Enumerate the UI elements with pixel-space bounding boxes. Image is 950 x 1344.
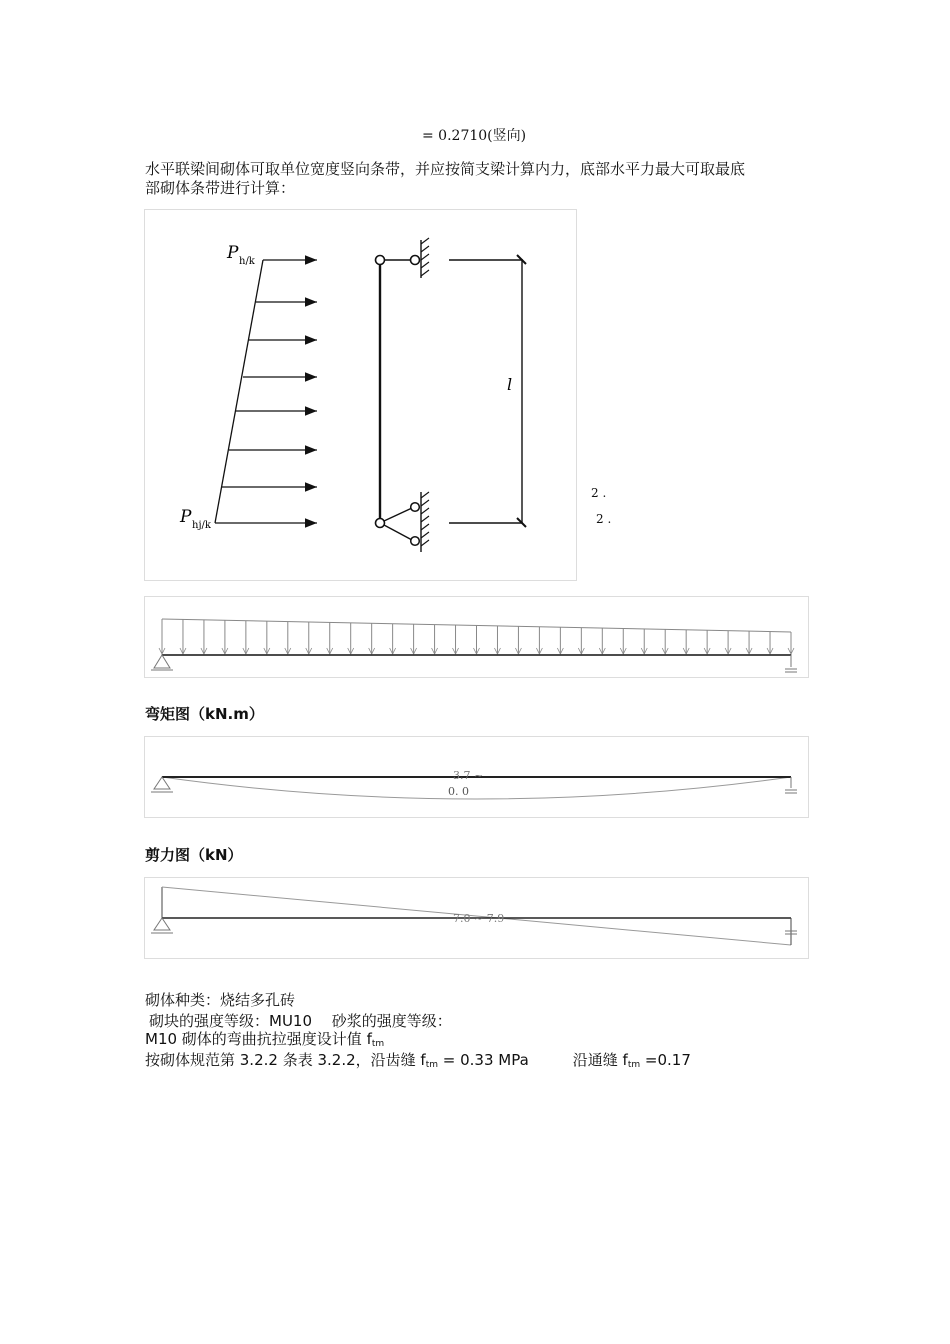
ftm-through-value: =0.17 — [640, 1051, 691, 1069]
side-note-1: 2 . — [591, 486, 607, 500]
material-line-3 — [145, 1030, 384, 1053]
left-pin-support — [151, 655, 173, 670]
load-envelope-line — [215, 260, 263, 523]
top-support — [376, 238, 430, 278]
load-beam-svg — [145, 597, 808, 677]
load-beam-figure — [144, 596, 809, 678]
material-line-4 — [145, 1051, 691, 1074]
load-arrows — [215, 260, 317, 523]
paragraph-line-2: 部砌体条带进行计算： — [145, 179, 296, 197]
moment-heading: 弯矩图（kN.m） — [145, 705, 264, 723]
load-beam-arrows — [159, 619, 794, 654]
moment-label-bottom: 0. 0 — [448, 785, 469, 798]
span-label: l — [507, 375, 513, 394]
load-bottom-sub: hj/k — [192, 520, 211, 531]
load-top-sub: h/k — [239, 256, 255, 267]
shear-label: 7.0 ~ 7.9 — [453, 912, 505, 925]
through-joint-text: 沿通缝 f — [572, 1051, 628, 1069]
span-dimension — [449, 255, 526, 527]
code-reference-text: 按砌体规范第 3.2.2 条表 3.2.2，沿齿缝 f — [145, 1051, 426, 1069]
ftm-subscript: tm — [627, 1060, 641, 1070]
material-line-3-text: M10 砌体的弯曲抗拉强度设计值 f — [145, 1030, 372, 1048]
left-pin-support — [151, 918, 173, 933]
load-bottom-label: P — [180, 507, 192, 527]
structure-figure — [144, 209, 577, 581]
shear-heading: 剪力图（kN） — [145, 846, 243, 864]
bottom-support — [376, 492, 430, 552]
left-pin-support — [151, 777, 173, 792]
paragraph-line-1: 水平联梁间砌体可取单位宽度竖向条带，并应按简支梁计算内力，底部水平力最大可取最底 — [145, 160, 746, 178]
equation-line: = 0.2710(竖向) — [422, 128, 527, 144]
right-roller-support — [785, 655, 797, 672]
ftm-toothed-value: = 0.33 MPa — [437, 1051, 529, 1069]
load-top-label: P — [227, 243, 239, 263]
side-note-2: 2 . — [596, 512, 612, 526]
ftm-subscript: tm — [371, 1039, 385, 1049]
ftm-subscript: tm — [425, 1060, 438, 1070]
shear-diagram-figure — [144, 877, 809, 959]
moment-label-top: 3.7 ~ — [453, 769, 484, 782]
moment-diagram-svg — [145, 737, 808, 817]
structure-figure-svg — [145, 210, 576, 580]
right-roller-support — [785, 777, 797, 793]
material-line-2: 砌块的强度等级：MU10 砂浆的强度等级： — [149, 1012, 452, 1030]
material-line-1: 砌体种类：烧结多孔砖 — [145, 991, 296, 1009]
shear-diagram-svg — [145, 878, 808, 958]
moment-diagram-figure — [144, 736, 809, 818]
